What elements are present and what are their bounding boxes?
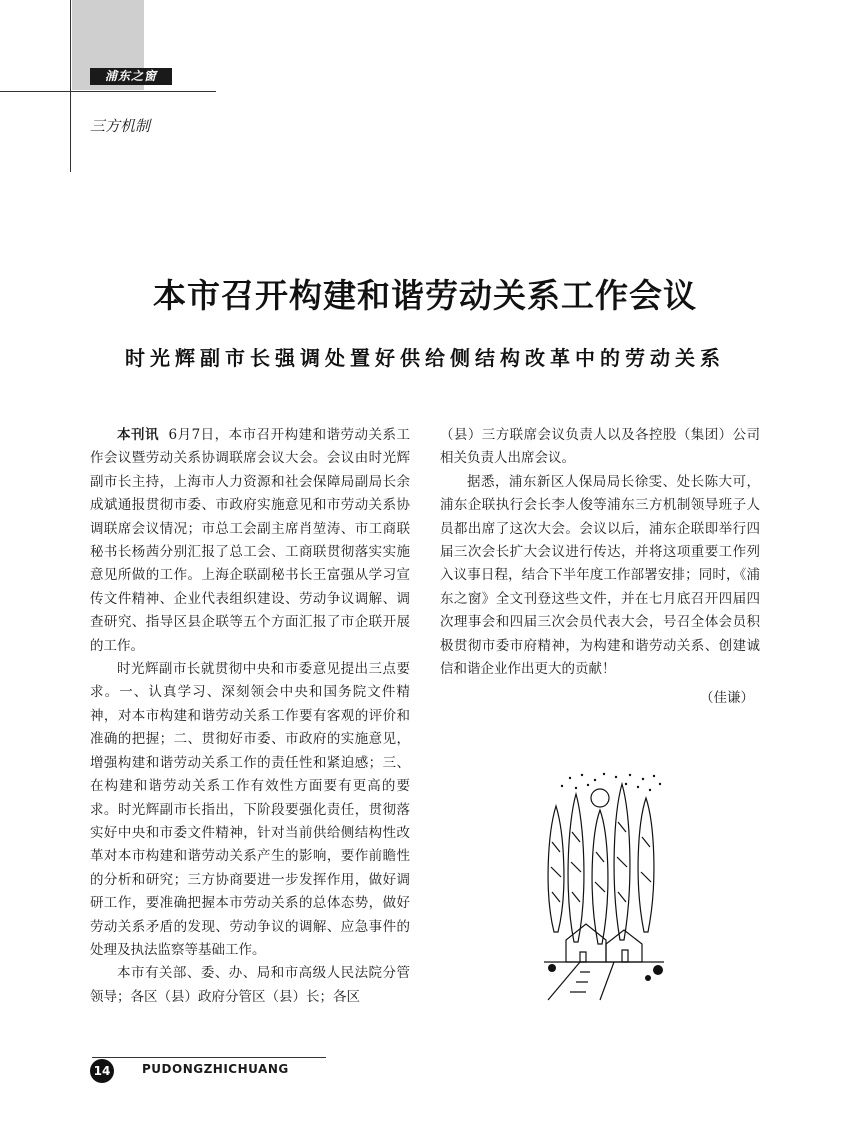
paragraph: （县）三方联席会议负责人以及各控股（集团）公司相关负责人出席会议。: [440, 427, 760, 467]
article-title: 本市召开构建和谐劳动关系工作会议: [153, 276, 697, 315]
masthead-logo: 浦东之窗: [90, 68, 172, 85]
header-horizontal-rule: [0, 91, 216, 92]
section-label: 三方机制: [90, 117, 151, 135]
lead-label: 本刊讯: [117, 427, 159, 443]
paragraph-text: 6月7日，本市召开构建和谐劳动关系工作会议暨劳动关系协调联席会议大会。会议由时光辉副市长主持，上海市人力资源和社会保障局副局长余成斌通报贯彻市委、市政府实施意见和市劳动关系协调联席会议情况；市总工会副主席肖堃涛、市工商联秘书长杨茜分别汇报了总工会、工商联贯彻落实实施意见所做的工作。上海企联副秘书长王富强从学习宣传文件精神、企业代表组织建设、劳动争议调解、调查研究、指导区县企联等五个方面汇报了市企联开展的工作。: [90, 427, 410, 654]
paragraph: 时光辉副市长就贯彻中央和市委意见提出三点要求。一、认真学习、深刻领会中央和国务院文件精神，对本市构建和谐劳动关系工作要有客观的评价和准确的把握；二、贯彻好市委、市政府的实施意见，增强构建和谐劳动关系工作的责任性和紧迫感；三、在构建和谐劳动关系工作有效性方面要有更高的要求。时光辉副市长指出，下阶段要强化责任，贯彻落实好中央和市委文件精神，针对当前供给侧结构性改革对本市构建和谐劳动关系产生的影响，要作前瞻性的分析和研究；三方协商要进一步发挥作用，做好调研工作，要准确把握本市劳动关系的总体态势，做好劳动关系矛盾的发现、劳动争议的调解、应急事件的处理及执法监察等基础工作。: [90, 661, 410, 958]
author-byline: （佳谦）: [700, 690, 754, 707]
article-column-right: [440, 424, 760, 711]
paragraph: [90, 424, 410, 658]
paragraph: 据悉，浦东新区人保局局长徐雯、处长陈大可，浦东企联执行会长李人俊等浦东三方机制领导班子人员都出席了这次大会。会议以后，浦东企联即举行四届三次会长扩大会议进行传达，并将这项重要工作列入议事日程，结合下半年度工作部署安排；同时，《浦东之窗》全文刊登这些文件，并在七月底召开四届四次理事会和四届三次会员代表大会，号召全体会员积极贯彻市委市府精神，为构建和谐劳动关系、创建诚信和谐企业作出更大的贡献！: [440, 473, 760, 678]
trees-village-illustration-icon: [540, 772, 668, 1002]
article-column-left: [90, 424, 410, 1009]
footer-rule: [92, 1057, 326, 1058]
paragraph: 本市有关部、委、办、局和市高级人民法院分管领导；各区（县）政府分管区（县）长；各区: [90, 965, 410, 1005]
page-number: 14: [90, 1059, 114, 1083]
header-vertical-rule: [70, 0, 71, 172]
magazine-name: PUDONGZHICHUANG: [142, 1062, 289, 1076]
article-subtitle: 时光辉副市长强调处置好供给侧结构改革中的劳动关系: [125, 346, 725, 370]
